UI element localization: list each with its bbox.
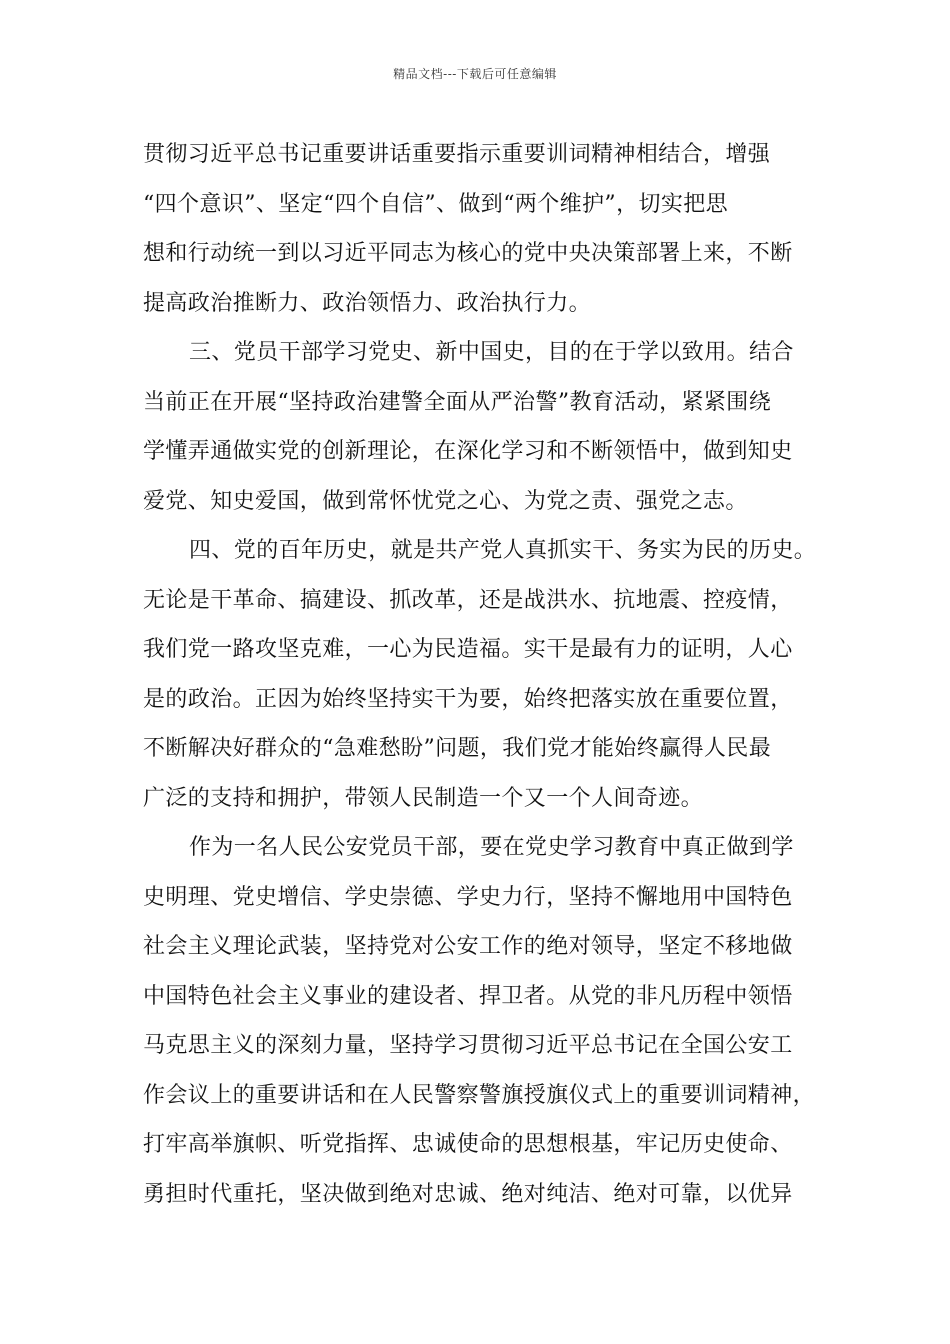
- text-line: 勇担时代重托，坚决做到绝对忠诚、绝对纯洁、绝对可靠，以优异: [143, 1181, 793, 1207]
- paragraph-start-line: 作为一名人民公安党员干部，要在党史学习教育中真正做到学: [189, 835, 794, 860]
- text-line: 广泛的支持和拥护，带领人民制造一个又一个人间奇迹。: [143, 785, 704, 811]
- page-header: 精品文档---下载后可任意编辑: [393, 67, 557, 81]
- text-line: 学懂弄通做实党的创新理论，在深化学习和不断领悟中，做到知史: [143, 439, 793, 464]
- text-line: 社会主义理论武装，坚持党对公安工作的绝对领导，坚定不移地做: [143, 934, 793, 959]
- text-line: 作会议上的重要讲话和在人民警察警旗授旗仪式上的重要训词精神，: [143, 1082, 816, 1108]
- text-line: 无论是干革命、搞建设、抓改革，还是战洪水、抗地震、控疫情，: [143, 587, 793, 613]
- text-line: 提高政治推断力、政治领悟力、政治执行力。: [143, 290, 592, 316]
- text-line: 爱党、知史爱国，做到常怀忧党之心、为党之责、强党之志。: [143, 488, 748, 514]
- text-line: 不断解决好群众的“急难愁盼”问题，我们党才能始终赢得人民最: [143, 736, 772, 761]
- text-line: 史明理、党史增信、学史崇德、学史力行，坚持不懈地用中国特色: [143, 884, 793, 910]
- text-line: 我们党一路攻坚克难，一心为民造福。实干是最有力的证明，人心: [143, 637, 793, 662]
- text-line: 中国特色社会主义事业的建设者、捍卫者。从党的非凡历程中领悟: [143, 983, 793, 1009]
- paragraph-start-line: 三、党员干部学习党史、新中国史，目的在于学以致用。结合: [189, 340, 794, 365]
- text-line: 想和行动统一到以习近平同志为核心的党中央决策部署上来，不断: [143, 241, 793, 266]
- text-line: 打牢高举旗帜、听党指挥、忠诚使命的思想根基，牢记历史使命、: [143, 1132, 793, 1157]
- text-line: 马克思主义的深刻力量，坚持学习贯彻习近平总书记在全国公安工: [143, 1033, 793, 1058]
- document-body: [143, 130, 823, 1219]
- text-line: 是的政治。正因为始终坚持实干为要，始终把落实放在重要位置，: [143, 686, 793, 712]
- text-line: “四个意识”、坚定“四个自信”、做到“两个维护”，切实把思: [143, 191, 729, 217]
- text-line: 贯彻习近平总书记重要讲话重要指示重要训词精神相结合，增强: [143, 142, 771, 167]
- text-line: 当前正在开展“坚持政治建警全面从严治警”教育活动，紧紧围绕: [143, 389, 772, 415]
- paragraph-start-line: 四、党的百年历史，就是共产党人真抓实干、务实为民的历史。: [189, 538, 817, 563]
